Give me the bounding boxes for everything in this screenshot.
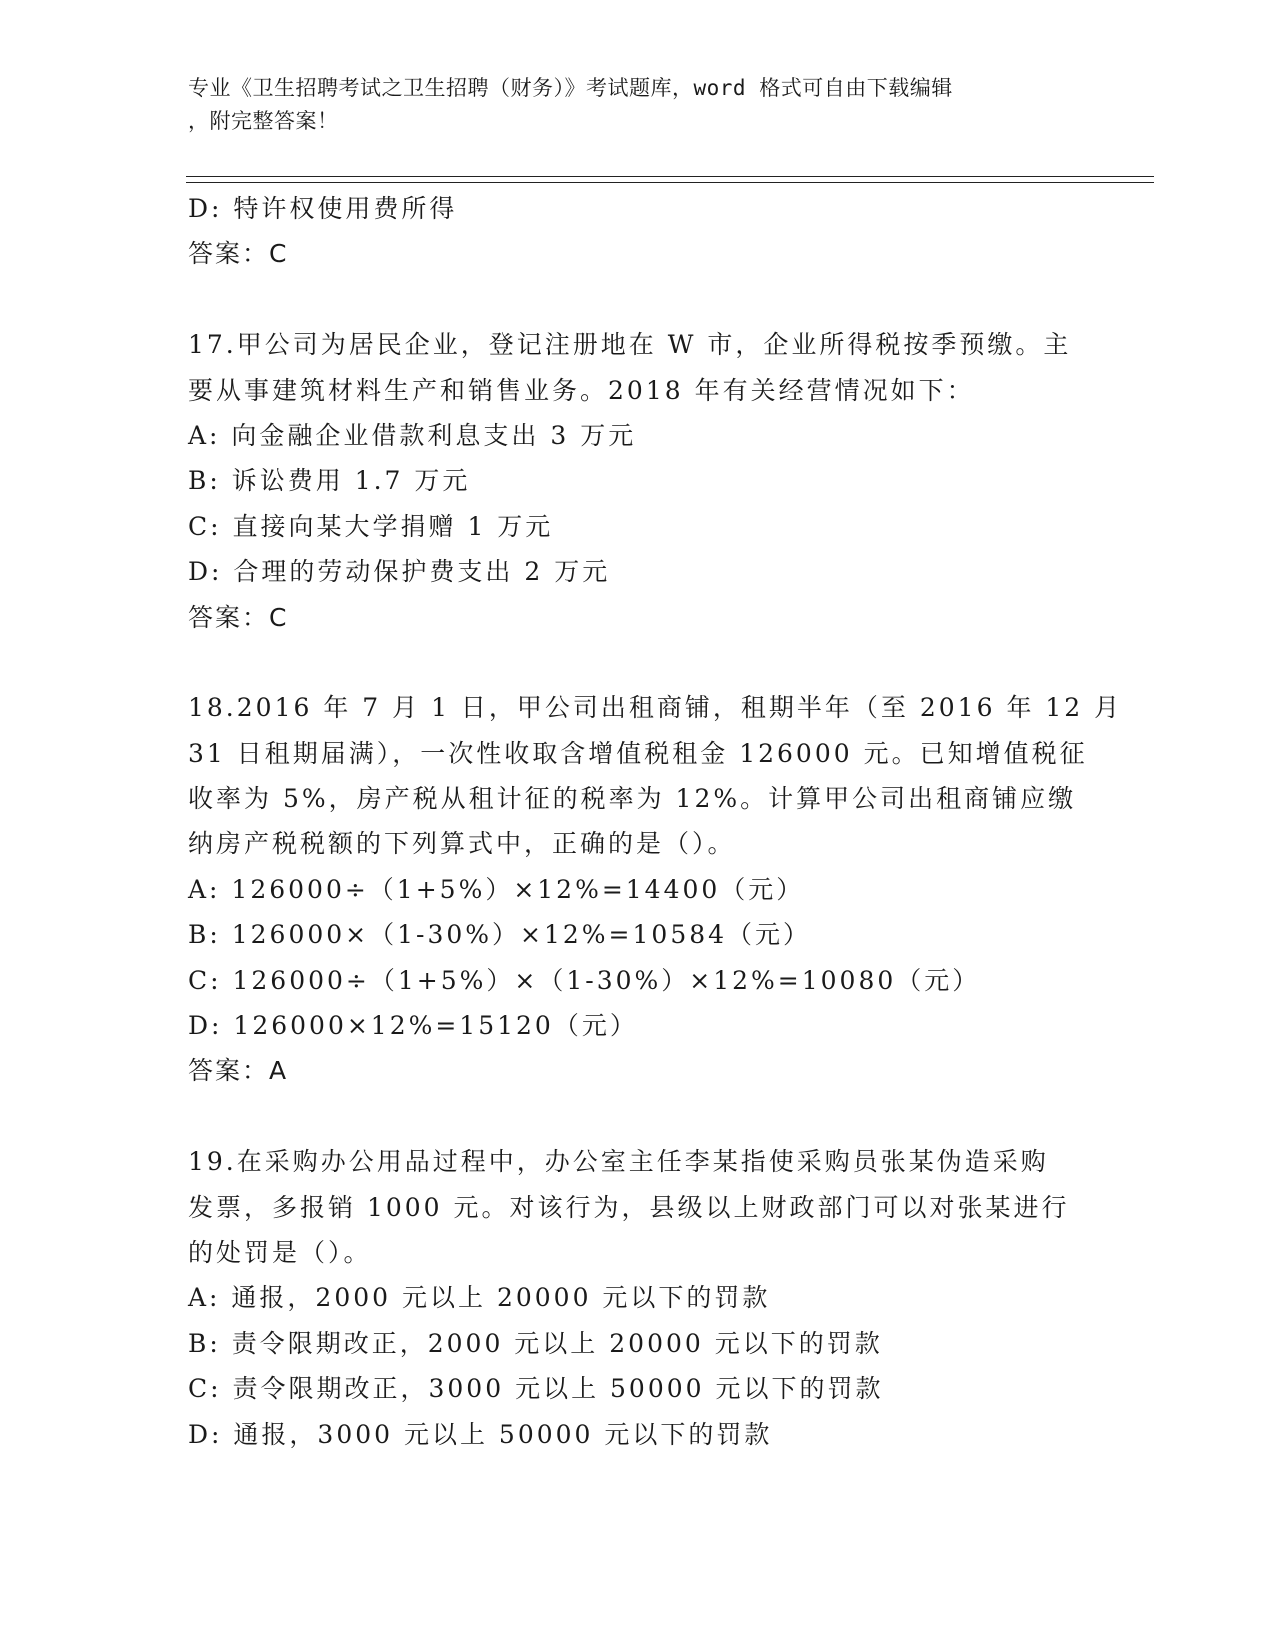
question-16-tail	[188, 186, 1088, 277]
option-b: B: 责令限期改正，2000 元以上 20000 元以下的罚款	[188, 1328, 883, 1358]
option-d: D: 合理的劳动保护费支出 2 万元	[188, 557, 611, 587]
option-b: B: 126000×（1-30%）×12%=10584（元）	[188, 920, 812, 950]
option-d: D: 特许权使用费所得	[188, 194, 458, 223]
question-stem-line: 19.在采购办公用品过程中，办公室主任李某指使采购员张某伪造采购	[188, 1147, 1049, 1177]
document-header	[188, 72, 1088, 138]
answer-line: 答案：C	[188, 602, 289, 632]
answer-line: 答案：C	[188, 239, 289, 269]
question-stem-line: 收率为 5%，房产税从租计征的税率为 12%。计算甲公司出租商铺应缴	[188, 784, 1077, 814]
question-stem-line: 17.甲公司为居民企业，登记注册地在 W 市，企业所得税按季预缴。主	[188, 330, 1072, 360]
option-a: A: 126000÷（1+5%）×12%=14400（元）	[188, 874, 805, 904]
question-list	[188, 186, 1123, 1457]
header-line-1: 专业《卫生招聘考试之卫生招聘（财务）》考试题库，word 格式可自由下载编辑	[188, 76, 953, 100]
header-divider-bottom	[186, 182, 1154, 183]
question-stem-line: 18.2016 年 7 月 1 日，甲公司出租商铺，租期半年（至 2016 年 12 月	[188, 693, 1123, 723]
question-stem-line: 纳房产税税额的下列算式中，正确的是（）。	[188, 829, 736, 859]
spacer	[188, 277, 1088, 322]
header-divider-top	[186, 176, 1154, 177]
option-d: D: 126000×12%=15120（元）	[188, 1011, 638, 1041]
option-c: C: 直接向某大学捐赠 1 万元	[188, 511, 554, 541]
question-18	[188, 685, 1123, 1094]
spacer	[188, 1094, 1088, 1139]
question-17	[188, 322, 1088, 640]
header-line-2: ，附完整答案！	[188, 109, 339, 133]
question-19	[188, 1139, 1088, 1457]
option-b: B: 诉讼费用 1.7 万元	[188, 466, 471, 496]
option-c: C: 126000÷（1+5%）×（1-30%）×12%=10080（元）	[188, 965, 981, 995]
option-c: C: 责令限期改正，3000 元以上 50000 元以下的罚款	[188, 1374, 884, 1404]
question-stem-line: 的处罚是（）。	[188, 1237, 372, 1267]
option-d: D: 通报，3000 元以上 50000 元以下的罚款	[188, 1419, 773, 1449]
option-a: A: 向金融企业借款利息支出 3 万元	[188, 420, 637, 450]
spacer	[188, 640, 1088, 685]
question-stem-line: 要从事建筑材料生产和销售业务。2018 年有关经营情况如下：	[188, 375, 975, 405]
question-stem-line: 发票，多报销 1000 元。对该行为，县级以上财政部门可以对张某进行	[188, 1192, 1070, 1222]
option-a: A: 通报，2000 元以上 20000 元以下的罚款	[188, 1283, 771, 1313]
question-stem-line: 31 日租期届满），一次性收取含增值税租金 126000 元。已知增值税征	[188, 738, 1088, 768]
answer-line: 答案：A	[188, 1056, 289, 1086]
